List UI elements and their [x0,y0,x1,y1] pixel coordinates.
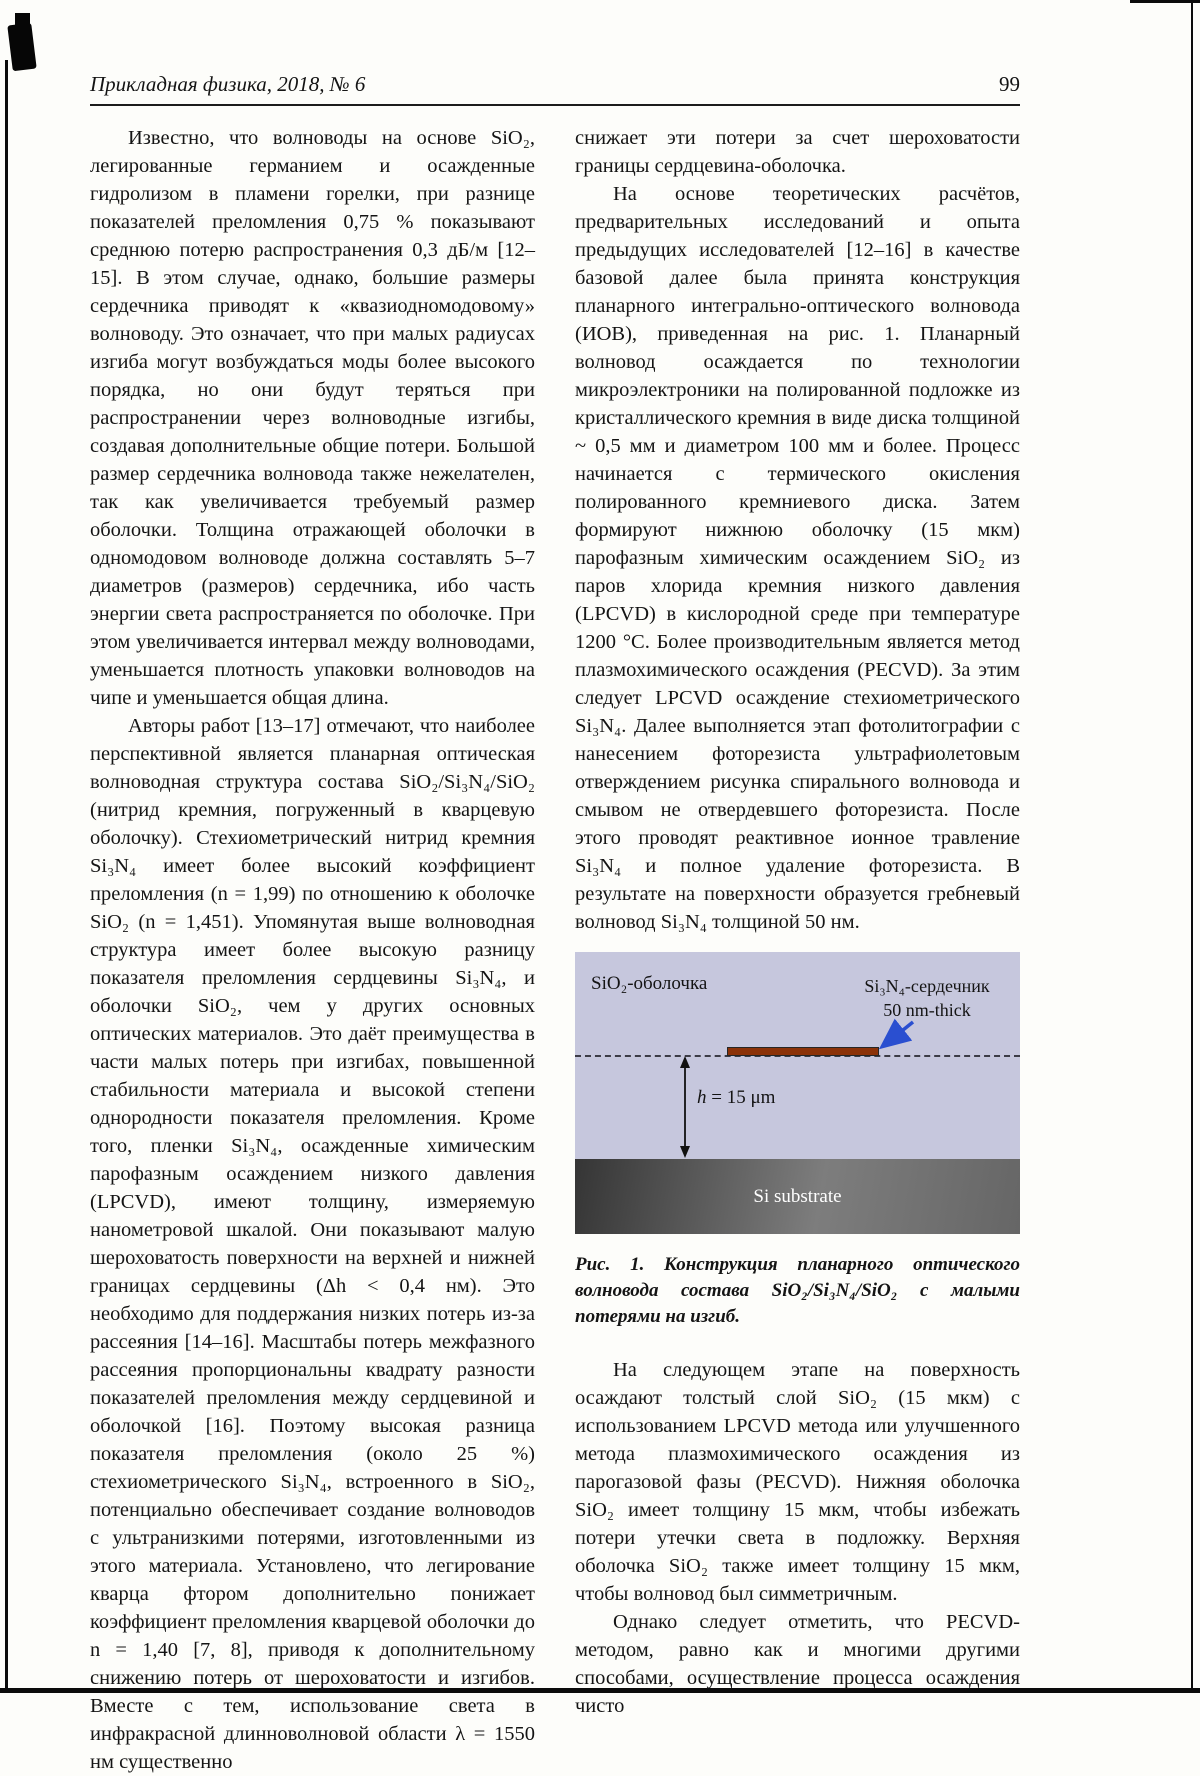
paragraph: Авторы работ [13–17] отмечают, что наиболее перспективной является планарная оптическая волноводная структура состава SiO₂/Si₃N₄/SiO₂ (нитрид кремния, погруженный в кварцевую оболочку). Стехиометрический нитрид кремния Si₃N₄ имеет более высокий коэффициент преломления (n = 1,99) по отношению к оболочке SiO₂ (n = 1,451). Упомянутая выше волноводная структура имеет более высокую разницу показателя преломления сердцевины Si₃N₄, и оболочки SiO₂, чем у других основных оптических материалов. Это даёт преимущества в части малых потерь при изгибах, повышенной стабильности материала и высокой степени однородности показателя преломления. Кроме того, пленки Si₃N₄, осажденные химическим парофазным осаждением низкого давления (LPCVD), имеют толщину, измеряемую нанометровой шкалой. Они показывают малую шероховатость поверхности на верхней и нижней границах сердцевины (Δh < 0,4 нм). Это необходимо для поддержания низких потерь из-за рассеяния [14–16]. Масштабы потерь межфазного рассеяния пропорциональны квадрату разности показателей преломления между сердцевиной и оболочкой [16]. Поэтому высокая разница показателя преломления (около 25 %) стехиометрического Si₃N₄, встроенного в SiO₂, потенциально обеспечивает создание волноводов с ультранизкими потерями, изготовленными из этого материала. Установлено, что легирование кварца фтором дополнительно понижает коэффициент преломления кварцевой оболочки до n = 1,40 [7, 8], приводя к дополнительному снижению потерь от шероховатости и изгибов. Вместе с тем, использование света в инфракрасной длинноволновой области λ = 1550 нм существенно [90,715,535,1773]
scan-artifact-blob-small [15,13,30,27]
height-dimension-arrow [680,1056,690,1158]
core-label-line2: 50 nm-thick [883,1000,971,1020]
height-variable: h [697,1087,707,1108]
page-number: 99 [999,72,1020,96]
paragraph: На следующем этапе на поверхность осаждают толстый слой SiO₂ (15 мкм) с использованием LPCVD метода или улучшенного метода плазмохимического осаждения из парогазовой фазы (PECVD). Нижняя оболочка SiO₂ имеет толщину 15 мкм, чтобы избежать потери утечки света в подложку. Верхняя оболочка SiO₂ также имеет толщину 15 мкм, чтобы волновод был симметричным. [575,1359,1020,1605]
header-rule [90,104,1020,106]
page-header [90,72,1020,97]
article-body [90,124,1020,1776]
cladding-label: SiO₂-оболочка [591,973,708,994]
waveguide-diagram [575,952,1020,1234]
paragraph: На основе теоретических расчётов, предварительных исследований и опыта предыдущих исследователей [12–16] в качестве базовой далее была принята конструкция планарного интегрально-оптического волновода (ИОВ), приведенная на рис. 1. Планарный волновод осаждается по технологии микроэлектроники на полированной подложке из кристаллического кремния в виде диска толщиной ~ 0,5 мм и диаметром 100 мм и более. Процесс начинается с термического окисления полированного кремниевого диска. Затем формируют нижнюю оболочку (15 мкм) парофазным химическим осаждением SiO₂ из паров хлорида кремния низкого давления (LPCVD) в кислородной среде при температуре 1200 °С. Более производительным является метод плазмохимического осаждения (PECVD). За этим следует LPCVD осаждение стехиометрического Si₃N₄. Далее выполняется этап фотолитографии с нанесением фоторезиста ультрафиолетовым отверждением рисунка спирального волновода и смывом не отвердевшего фоторезиста. После этого проводят реактивное ионное травление Si₃N₄ и полное удаление фоторезиста. В результате на поверхности образуется гребневый волновод Si₃N₄ толщиной 50 нм. [575,183,1020,933]
right-column [575,124,1020,1776]
waveguide-core-bar [727,1047,879,1056]
core-label [842,974,1012,1022]
substrate-band [575,1159,1020,1234]
core-label-line1: Si₃N₄-сердечник [864,976,990,996]
scan-edge-left [5,60,8,1690]
scan-edge-right [1191,0,1193,1688]
substrate-label: Si substrate [753,1185,842,1207]
page-content [90,72,1020,1776]
height-value: = 15 μm [711,1087,776,1108]
paragraph: Однако следует отметить, что PECVD-методом, равно как и многими другими способами, осуществление процесса осаждения чисто [575,1611,1020,1717]
scan-edge-top-right [1130,0,1200,3]
figure-caption: Рис. 1. Конструкция планарного оптического волновода состава SiO₂/Si₃N₄/SiO₂ с малыми потерями на изгиб. [575,1254,1020,1327]
core-pointer-arrow [883,1022,913,1046]
paragraph: снижает эти потери за счет шероховатости границы сердцевина-оболочка. [575,127,1020,177]
height-dimension-label [697,1084,775,1112]
journal-title: Прикладная физика, 2018, № 6 [90,72,366,96]
figure-1 [575,952,1020,1330]
paragraph: Известно, что волноводы на основе SiO₂, легированные германием и осажденные гидролизом в пламени горелки, при разнице показателей преломления 0,75 % показывают среднюю потерю распространения 0,3 дБ/м [12–15]. В этом случае, однако, большие размеры сердечника приводят к «квазиодномодовому» волноводу. Это означает, что при малых радиусах изгиба могут возбуждаться моды более высокого порядка, но они будут теряться при распространении через волноводные изгибы, создавая дополнительные общие потери. Большой размер сердечника волновода также нежелателен, так как увеличивается требуемый размер оболочки. Толщина отражающей оболочки в одномодовом волноводе должна составлять 5–7 диаметров (размеров) сердечника, ибо часть энергии света распространяется по оболочке. При этом увеличивается интервал между волноводами, уменьшается плотность упаковки волноводов на чипе и уменьшается общая длина. [90,127,535,709]
scan-artifact-blob [7,23,36,72]
left-column [90,124,535,1776]
